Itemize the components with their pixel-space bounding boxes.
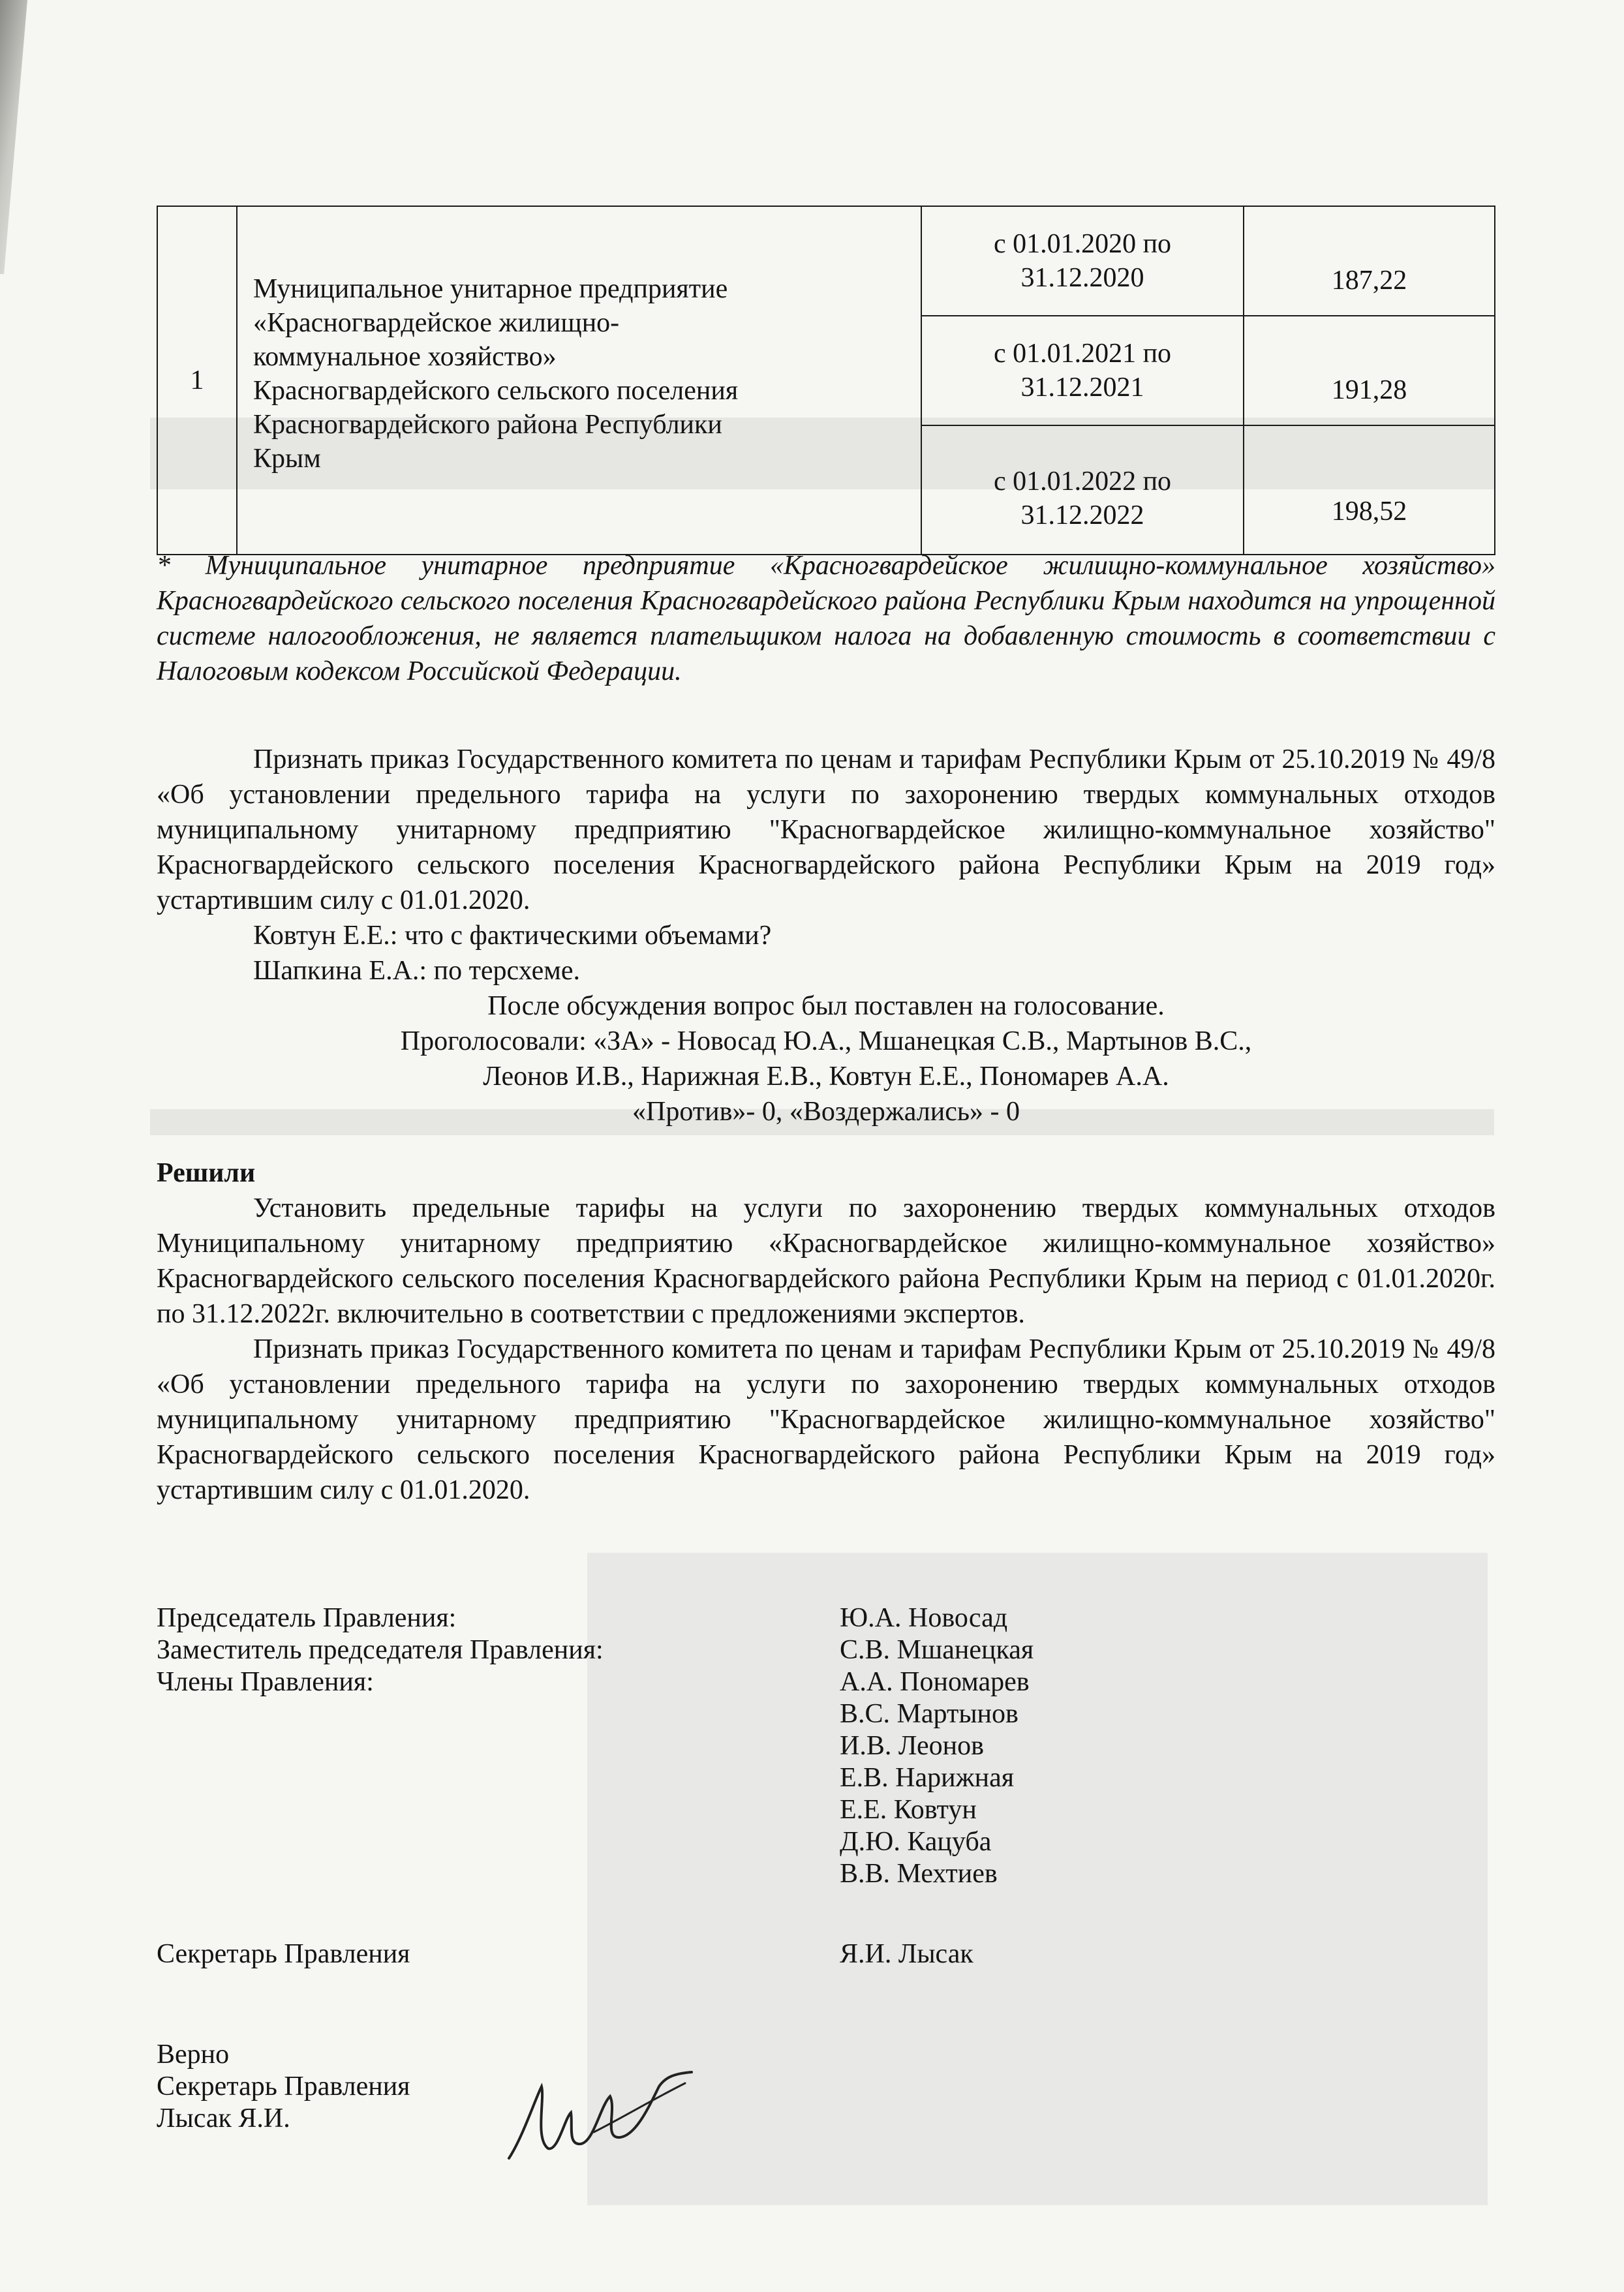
decision-paragraph: Установить предельные тарифы на услуги по захоронению твердых коммунальных отходов Муниципальному унитарному предприятию «Красногвардейское жилищно-коммунальное хозяйство» Красногвардейского сельского поселения Красногвардейского района Республики Крым на период с 01.01.2020г. по 31.12.2022г. включительно в соответствии с предложениями экспертов.: [157, 1193, 1495, 1329]
period-cell: [921, 425, 1244, 555]
certification-line: Верно: [157, 2040, 230, 2070]
period-cell: [921, 206, 1244, 316]
organization-line: «Красногвардейское жилищно-: [253, 308, 620, 338]
certification-line: Секретарь Правления: [157, 2071, 410, 2101]
vote-for-line: Проголосовали: «ЗА» - Новосад Ю.А., Мшанецкая С.В., Мартынов В.С.,: [400, 1026, 1252, 1056]
member-name: Д.Ю. Кацуба: [840, 1827, 992, 1857]
deputy-label: Заместитель председателя Правления:: [157, 1635, 604, 1665]
chair-name: Ю.А. Новосад: [840, 1603, 1008, 1633]
chair-label: Председатель Правления:: [157, 1603, 457, 1633]
handwritten-signature: [496, 2060, 705, 2171]
organization-line: Крым: [253, 444, 321, 474]
revoke-order-paragraph: Признать приказ Государственного комитета по ценам и тарифам Республики Крым от 25.10.2019 № 49/8 «Об установлении предельного тарифа на услуги по захоронению твердых коммунальных отходов муниципальному унитарному предприятию "Красногвардейское жилищно-коммунальное хозяйство" Красногвардейского сельского поселения Красногвардейского района Республики Крым на 2019 год» устартившим силу с 01.01.2020.: [157, 1334, 1495, 1505]
dialogue-line: Ковтун Е.Е.: что с фактическими объемами?: [253, 921, 772, 951]
member-name: И.В. Леонов: [840, 1731, 984, 1761]
main-body: [157, 742, 1495, 1508]
period-to: 31.12.2021: [1020, 373, 1144, 403]
vote-for-line: Леонов И.В., Нарижная Е.В., Ковтун Е.Е., Пономарев А.А.: [483, 1062, 1169, 1092]
period-from: с 01.01.2021 по: [993, 339, 1172, 369]
decided-heading: Решили: [157, 1158, 256, 1188]
scan-shadow-edge: [0, 0, 39, 274]
dialogue-line: Шапкина Е.А.: по терсхеме.: [253, 956, 580, 986]
certification-line: Лысак Я.И.: [157, 2103, 290, 2133]
member-name: Е.Е. Ковтун: [840, 1795, 977, 1825]
organization-name-cell: [237, 206, 921, 555]
deputy-name: С.В. Мшанецкая: [840, 1635, 1034, 1665]
period-cell: [921, 316, 1244, 425]
member-name: В.С. Мартынов: [840, 1699, 1019, 1729]
tariff-value: 198,52: [1244, 425, 1495, 555]
organization-line: коммунальное хозяйство»: [253, 342, 557, 372]
period-to: 31.12.2020: [1020, 263, 1144, 293]
member-name: А.А. Пономарев: [840, 1667, 1030, 1697]
organization-line: Муниципальное унитарное предприятие: [253, 274, 728, 304]
secretary-name: Я.И. Лысак: [840, 1939, 973, 1969]
revoke-order-paragraph: Признать приказ Государственного комитета по ценам и тарифам Республики Крым от 25.10.2019 № 49/8 «Об установлении предельного тарифа на услуги по захоронению твердых коммунальных отходов муниципальному унитарному предприятию "Красногвардейское жилищно-коммунальное хозяйство" Красногвардейского сельского поселения Красногвардейского района Республики Крым на 2019 год» устартившим силу с 01.01.2020.: [157, 744, 1495, 915]
tariff-table: [157, 206, 1495, 555]
member-name: Е.В. Нарижная: [840, 1763, 1015, 1793]
organization-line: Красногвардейского сельского поселения: [253, 376, 739, 406]
period-from: с 01.01.2020 по: [993, 229, 1172, 259]
members-label: Члены Правления:: [157, 1667, 374, 1697]
period-from: с 01.01.2022 по: [993, 466, 1172, 497]
organization-line: Красногвардейского района Республики: [253, 410, 722, 440]
row-number: 1: [157, 206, 237, 555]
vote-against-line: «Против»- 0, «Воздержались» - 0: [632, 1097, 1020, 1127]
footnote: * Муниципальное унитарное предприятие «Красногвардейское жилищно-коммунальное хозяйство» Красногвардейского сельского поселения Красногвардейского района Республики Крым находится на упрощенной системе налогообложения, не является плательщиком налога на добавленную стоимость в соответствии с Налоговым кодексом Российской Федерации.: [157, 551, 1495, 686]
secretary-label: Секретарь Правления: [157, 1939, 410, 1969]
tariff-value: 187,22: [1244, 206, 1495, 316]
vote-intro: После обсуждения вопрос был поставлен на голосование.: [487, 991, 1165, 1021]
member-name: В.В. Мехтиев: [840, 1859, 998, 1889]
period-to: 31.12.2022: [1020, 500, 1144, 530]
tariff-value: 191,28: [1244, 316, 1495, 425]
